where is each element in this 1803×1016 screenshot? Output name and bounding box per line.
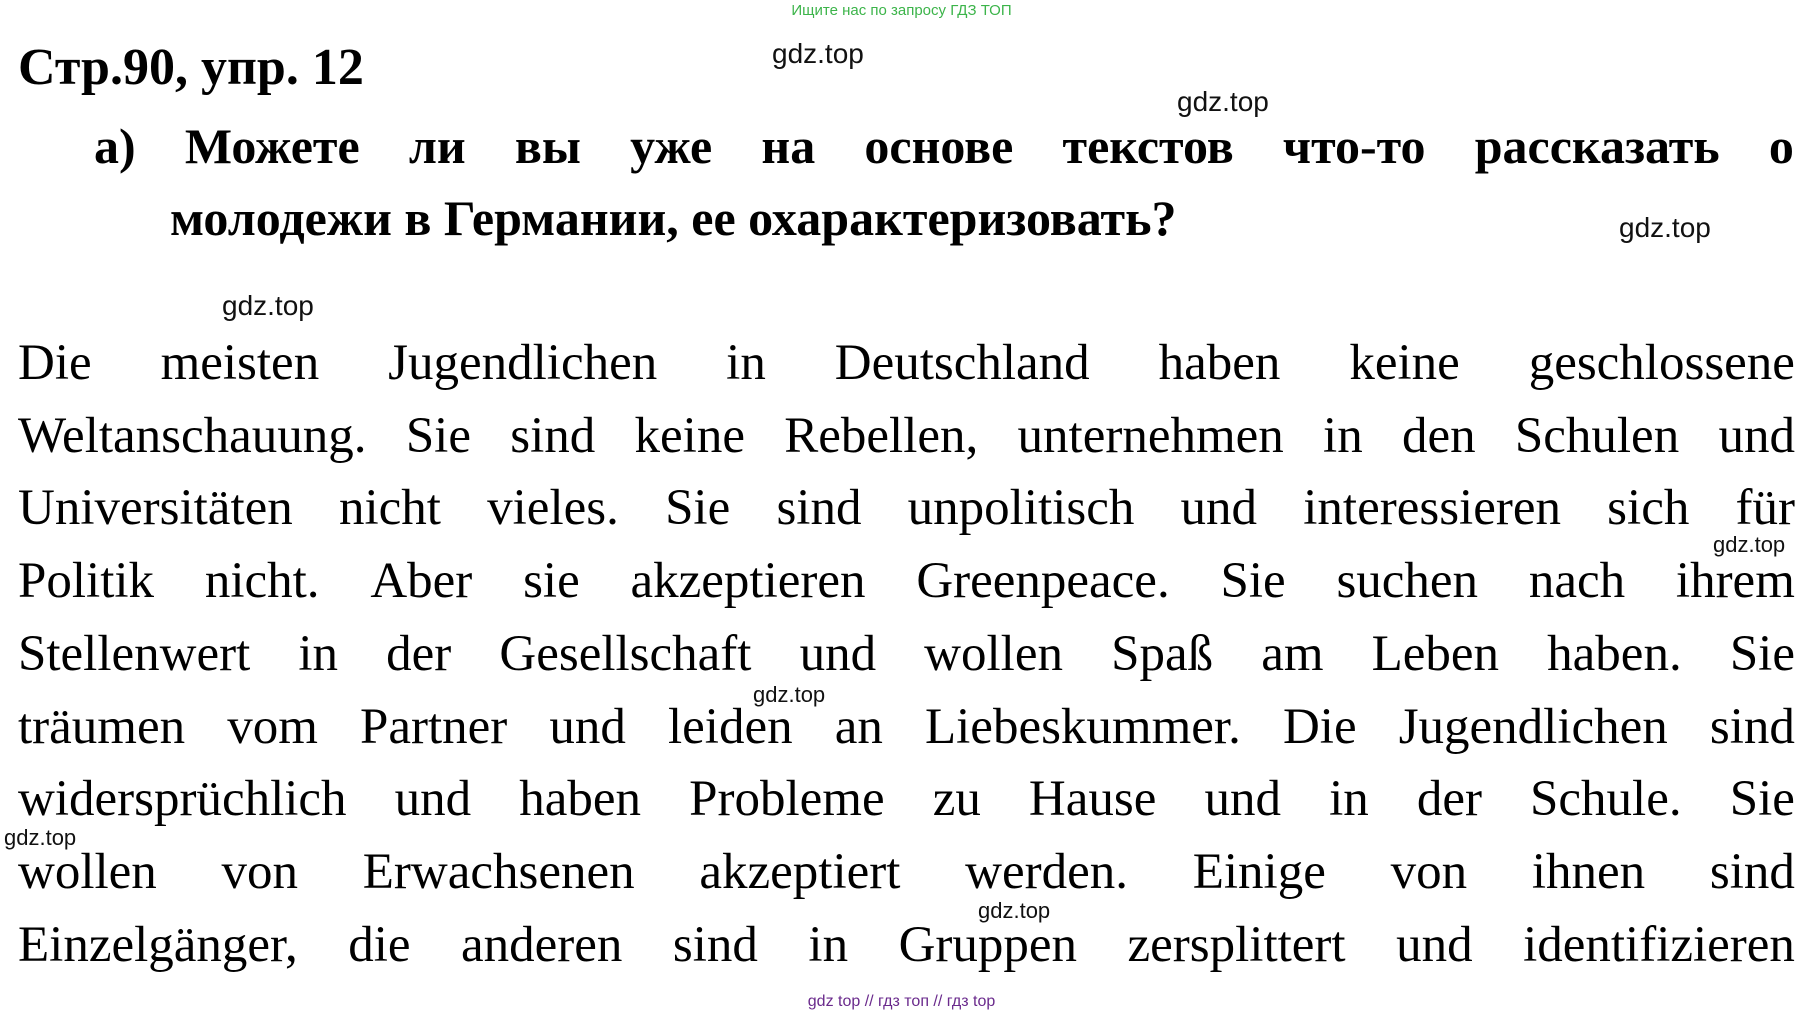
question-word: рассказать [1474, 118, 1720, 174]
text-line [18, 545, 1795, 618]
word: akzeptiert [699, 843, 901, 900]
word: Deutschland [834, 335, 1090, 391]
word: Die [18, 335, 92, 391]
word: akzeptieren [630, 553, 866, 610]
word: haben. [1547, 625, 1682, 682]
word: Sie [665, 480, 731, 537]
text-line [18, 327, 1795, 400]
question-word: ли [408, 118, 466, 174]
text-line [18, 909, 1795, 982]
word: Sie [1729, 771, 1795, 828]
page-heading: Стр.90, упр. 12 [18, 39, 364, 96]
word: Einzelgänger, [18, 916, 298, 973]
question-line-1 [94, 110, 1794, 182]
word: und [1396, 916, 1473, 973]
question-word: уже [630, 118, 713, 174]
word: wollen [18, 843, 157, 900]
word: unternehmen [1017, 407, 1284, 464]
top-banner-link[interactable]: Ищите нас по запросу ГДЗ ТОП [791, 2, 1012, 19]
word: den [1401, 407, 1476, 464]
word: der [1416, 771, 1482, 828]
question-word: Можете [184, 118, 360, 174]
word: keine [1349, 335, 1460, 391]
watermark: gdz.top [1619, 212, 1711, 243]
word: Schule. [1530, 771, 1682, 828]
word: Leben [1371, 625, 1500, 682]
word: und [1180, 480, 1258, 537]
question-word: вы [514, 118, 581, 174]
word: unpolitisch [907, 480, 1135, 537]
word: nicht. [204, 553, 320, 610]
watermark: gdz.top [222, 290, 314, 321]
watermark: gdz.top [1713, 532, 1786, 557]
word: Gruppen [898, 916, 1078, 973]
watermark: gdz.top [1177, 86, 1269, 117]
question-block [94, 110, 1794, 254]
word: in [1329, 771, 1369, 828]
word: Hause [1028, 771, 1157, 828]
word: an [834, 698, 883, 755]
word: Liebeskummer. [924, 698, 1241, 755]
word: leiden [668, 698, 793, 755]
word: die [348, 916, 411, 973]
word: vom [227, 698, 318, 755]
word: sie [523, 553, 580, 610]
question-word: а) [94, 118, 136, 174]
word: von [1390, 843, 1468, 900]
answer-text [18, 327, 1795, 981]
word: widersprüchlich [18, 771, 347, 828]
word: Jugendlichen [1398, 698, 1668, 755]
text-line [18, 472, 1795, 545]
word: Erwachsenen [362, 843, 635, 900]
word: haben [1158, 335, 1281, 391]
word: Partner [360, 698, 508, 755]
word: in [726, 335, 766, 391]
watermark: gdz.top [4, 825, 77, 850]
question-word: что-то [1282, 118, 1426, 174]
word: Universitäten [18, 480, 293, 537]
word: in [808, 916, 849, 973]
word: Sie [1729, 625, 1795, 682]
word: Einige [1192, 843, 1326, 900]
word: in [298, 625, 339, 682]
word: Spaß [1111, 625, 1214, 682]
word: sich [1607, 480, 1690, 537]
word: Greenpeace. [916, 553, 1170, 610]
word: suchen [1336, 553, 1479, 610]
word: nicht [338, 480, 441, 537]
word: Die [1282, 698, 1357, 755]
word: der [386, 625, 452, 682]
word: zersplittert [1127, 916, 1346, 973]
question-line-2: молодежи в Германии, ее охарактеризовать? [170, 190, 1177, 246]
watermark: gdz.top [772, 38, 864, 69]
word: Weltanschauung. [18, 407, 367, 464]
word: ihnen [1531, 843, 1646, 900]
text-line [18, 836, 1795, 909]
word: interessieren [1303, 480, 1561, 537]
word: in [1323, 407, 1363, 464]
text-line [18, 400, 1795, 473]
question-word: о [1768, 118, 1794, 174]
word: Schulen [1514, 407, 1680, 464]
word: Stellenwert [18, 625, 251, 682]
watermark: gdz.top [753, 682, 826, 707]
word: Probleme [689, 771, 885, 828]
word: nach [1528, 553, 1626, 610]
word: Jugendlichen [388, 335, 658, 391]
word: für [1735, 480, 1795, 537]
word: sind [776, 480, 862, 537]
text-line [18, 763, 1795, 836]
word: zu [932, 771, 981, 828]
word: Politik [18, 553, 155, 610]
question-word: на [761, 118, 816, 174]
word: und [1718, 407, 1795, 464]
text-line [18, 618, 1795, 691]
word: sind [1709, 698, 1795, 755]
word: werden. [965, 843, 1128, 900]
word: keine [634, 407, 745, 464]
question-word: текстов [1062, 118, 1234, 174]
word: Gesellschaft [499, 625, 752, 682]
word: und [799, 625, 877, 682]
watermark: gdz.top [978, 898, 1051, 923]
word: und [394, 771, 472, 828]
text-line [18, 691, 1795, 764]
word: haben [519, 771, 642, 828]
footer-links[interactable]: gdz top // гдз топ // гдз top [807, 993, 996, 1010]
word: wollen [924, 625, 1063, 682]
word: am [1261, 625, 1324, 682]
word: Aber [370, 553, 473, 610]
word: Sie [405, 407, 471, 464]
word: identifizieren [1523, 916, 1795, 973]
word: sind [510, 407, 596, 464]
word: sind [1709, 843, 1795, 900]
word: von [221, 843, 299, 900]
word: ihrem [1675, 553, 1795, 610]
word: anderen [461, 916, 623, 973]
word: und [1204, 771, 1281, 828]
word: meisten [160, 335, 320, 391]
word: träumen [18, 698, 186, 755]
word: geschlossene [1528, 335, 1795, 391]
word: sind [672, 916, 758, 973]
word: Sie [1220, 553, 1286, 610]
word: Rebellen, [784, 407, 979, 464]
question-word: основе [864, 118, 1014, 174]
word: und [549, 698, 626, 755]
word: vieles. [487, 480, 619, 537]
